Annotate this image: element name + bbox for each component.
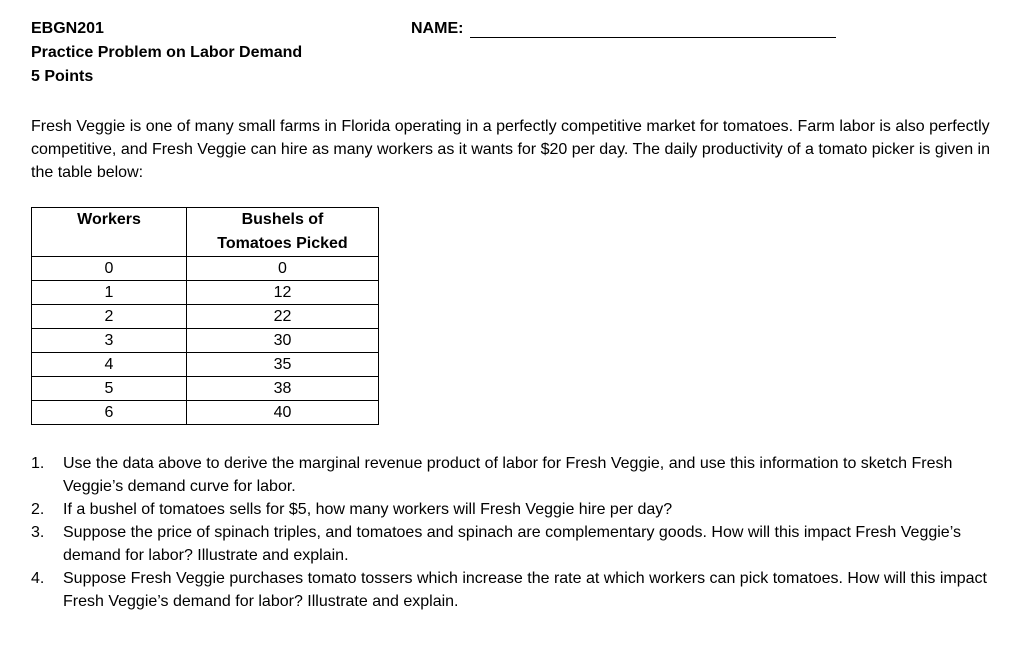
name-label: NAME: [411,20,464,37]
workers-cell: 1 [32,281,187,305]
workers-header: Workers [32,208,187,257]
course-code: EBGN201 [31,20,104,37]
question-number: 4. [31,570,45,587]
bushels-cell: 30 [187,329,379,353]
table-row [32,329,379,353]
question-item [31,521,991,567]
table-row [32,401,379,425]
table-row [32,281,379,305]
bushels-header: Bushels of Tomatoes Picked [187,208,379,257]
workers-cell: 0 [32,257,187,281]
table-row [32,377,379,401]
question-text: Use the data above to derive the marginal revenue product of labor for Fresh Veggie, and use this information to sketch Fresh Veggie’s demand curve for labor. [63,455,953,495]
question-text: Suppose the price of spinach triples, and tomatoes and spinach are complementary goods. How will this impact Fresh Veggie’s demand for labor? Illustrate and explain. [63,524,961,564]
question-number: 1. [31,455,45,472]
workers-cell: 3 [32,329,187,353]
bushels-cell: 35 [187,353,379,377]
page-title: Practice Problem on Labor Demand [31,44,303,61]
name-blank-line [470,37,836,38]
question-number: 3. [31,524,45,541]
question-list [31,452,991,613]
bushels-cell: 22 [187,305,379,329]
question-item [31,498,991,521]
points-label: 5 Points [31,68,94,85]
bushels-cell: 0 [187,257,379,281]
question-number: 2. [31,501,45,518]
bushels-cell: 40 [187,401,379,425]
table-header-row [32,208,379,257]
table-row [32,257,379,281]
question-item [31,452,991,498]
bushels-cell: 12 [187,281,379,305]
bushels-cell: 38 [187,377,379,401]
workers-cell: 6 [32,401,187,425]
table-row [32,305,379,329]
workers-cell: 2 [32,305,187,329]
question-text: If a bushel of tomatoes sells for $5, how many workers will Fresh Veggie hire per day? [63,501,673,518]
workers-cell: 4 [32,353,187,377]
question-text: Suppose Fresh Veggie purchases tomato tossers which increase the rate at which workers can pick tomatoes. How will this impact Fresh Veggie’s demand for labor? Illustrate and explain. [63,570,987,610]
workers-cell: 5 [32,377,187,401]
intro-paragraph: Fresh Veggie is one of many small farms in Florida operating in a perfectly competitive market for tomatoes. Farm labor is also perfectly competitive, and Fresh Veggie can hire as many workers as it wants for $20 per day. The daily productivity of a tomato picker is given in the table below: [31,118,990,181]
question-item [31,567,991,613]
productivity-table [31,207,379,425]
table-row [32,353,379,377]
